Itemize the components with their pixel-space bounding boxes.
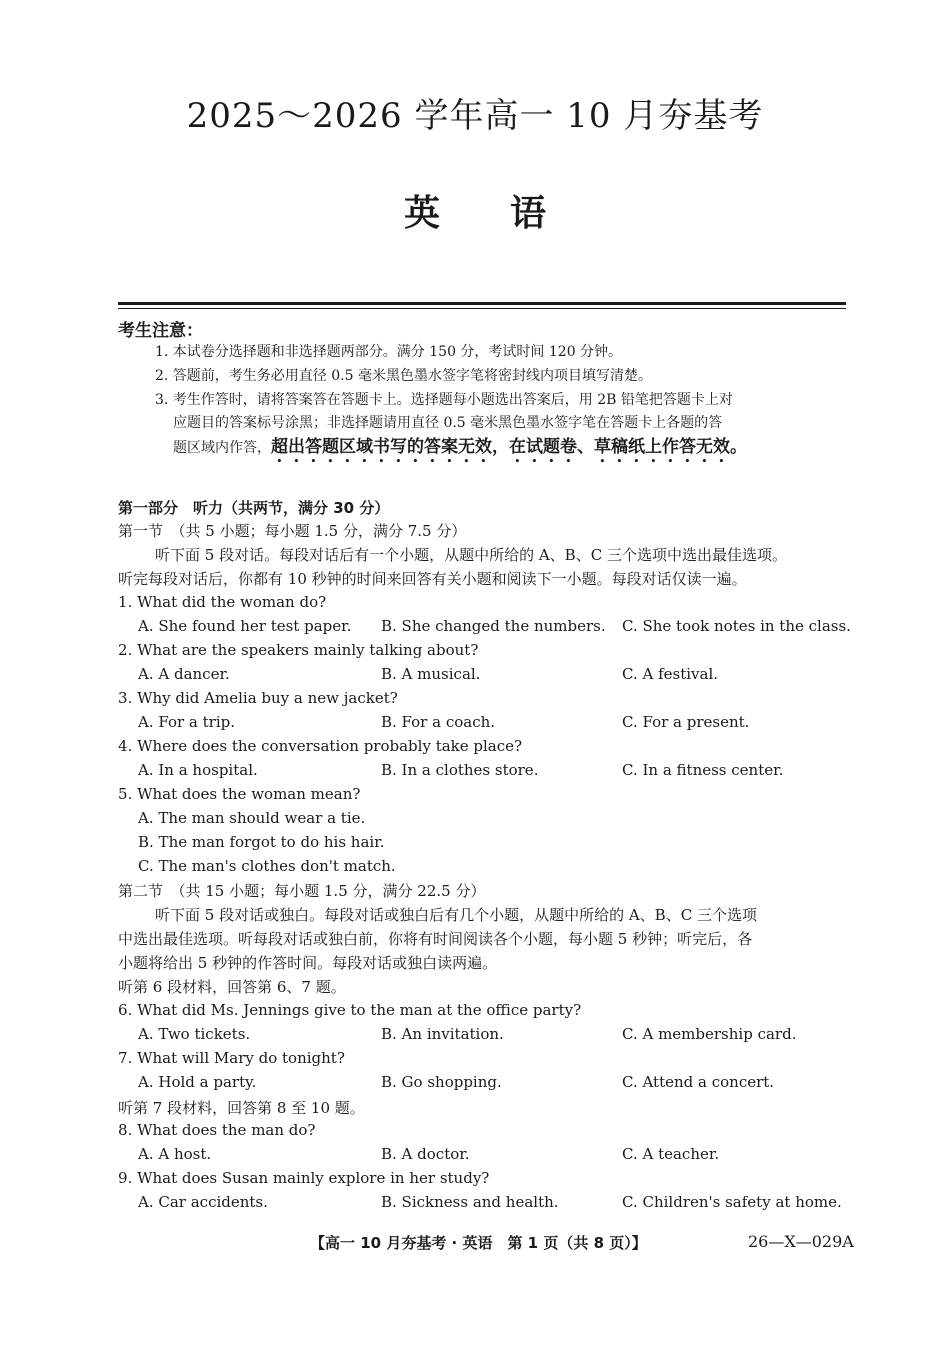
q4-option-b: B. In a clothes store. bbox=[381, 761, 539, 779]
q5-option-c: C. The man's clothes don't match. bbox=[138, 857, 396, 875]
q5-option-a: A. The man should wear a tie. bbox=[138, 809, 366, 827]
question-7: 7. What will Mary do tonight? bbox=[118, 1049, 345, 1067]
q6-option-b: B. An invitation. bbox=[381, 1025, 504, 1043]
header-rule-thick bbox=[118, 302, 846, 305]
q8-option-c: C. A teacher. bbox=[622, 1145, 720, 1163]
notice-item-3-line-3 bbox=[173, 436, 873, 467]
notice-item-3-text: 题区域内作答， bbox=[173, 440, 271, 456]
page-footer: 【高一 10 月夯基考 · 英语 第 1 页（共 8 页）】 bbox=[310, 1234, 647, 1252]
notice-item-3-line-1: 3. 考生作答时，请将答案答在答题卡上。选择题每小题选出答案后，用 2B 铅笔把答题卡上对 bbox=[155, 392, 733, 408]
material-6-prompt: 听第 6 段材料，回答第 6、7 题。 bbox=[118, 978, 346, 996]
q3-option-c: C. For a present. bbox=[622, 713, 750, 731]
q6-option-c: C. A membership card. bbox=[622, 1025, 797, 1043]
notice-emphasis: 超出答题区域书写的答案无效，在试题卷、草稿纸上作答无效。 bbox=[271, 437, 747, 457]
q4-option-a: A. In a hospital. bbox=[138, 761, 258, 779]
q1-option-b: B. She changed the numbers. bbox=[381, 617, 606, 635]
q1-option-c: C. She took notes in the class. bbox=[622, 617, 851, 635]
question-3: 3. Why did Amelia buy a new jacket? bbox=[118, 689, 398, 707]
section-2-heading: 第二节 （共 15 小题；每小题 1.5 分，满分 22.5 分） bbox=[118, 882, 486, 900]
section-2-instruction-1: 听下面 5 段对话或独白。每段对话或独白后有几个小题，从题中所给的 A、B、C 三个选项 bbox=[155, 906, 757, 924]
q9-option-c: C. Children's safety at home. bbox=[622, 1193, 842, 1211]
question-2: 2. What are the speakers mainly talking about? bbox=[118, 641, 479, 659]
q3-option-b: B. For a coach. bbox=[381, 713, 496, 731]
section-1-instruction-1: 听下面 5 段对话。每段对话后有一个小题，从题中所给的 A、B、C 三个选项中选出最佳选项。 bbox=[155, 546, 787, 564]
q9-option-a: A. Car accidents. bbox=[138, 1193, 268, 1211]
q1-option-a: A. She found her test paper. bbox=[138, 617, 352, 635]
subject-title: 英语 bbox=[403, 192, 616, 234]
header-rule-thin bbox=[118, 308, 846, 309]
q9-option-b: B. Sickness and health. bbox=[381, 1193, 559, 1211]
exam-title: 2025～2026 学年高一 10 月夯基考 bbox=[186, 96, 764, 136]
notice-item-2: 2. 答题前，考生务必用直径 0.5 毫米黑色墨水签字笔将密封线内项目填写清楚。 bbox=[155, 368, 652, 384]
q5-option-b: B. The man forgot to do his hair. bbox=[138, 833, 385, 851]
section-2-instruction-3: 小题将给出 5 秒钟的作答时间。每段对话或独白读两遍。 bbox=[118, 954, 498, 972]
question-9: 9. What does Susan mainly explore in her study? bbox=[118, 1169, 490, 1187]
q2-option-b: B. A musical. bbox=[381, 665, 481, 683]
section-1-heading: 第一节 （共 5 小题；每小题 1.5 分，满分 7.5 分） bbox=[118, 522, 467, 540]
notice-item-1: 1. 本试卷分选择题和非选择题两部分。满分 150 分，考试时间 120 分钟。 bbox=[155, 344, 623, 360]
q3-option-a: A. For a trip. bbox=[138, 713, 236, 731]
q2-option-c: C. A festival. bbox=[622, 665, 719, 683]
q2-option-a: A. A dancer. bbox=[138, 665, 230, 683]
q8-option-a: A. A host. bbox=[138, 1145, 212, 1163]
notice-heading: 考生注意： bbox=[118, 321, 203, 341]
q6-option-a: A. Two tickets. bbox=[138, 1025, 251, 1043]
part-1-heading: 第一部分 听力（共两节，满分 30 分） bbox=[118, 499, 390, 517]
q7-option-a: A. Hold a party. bbox=[138, 1073, 257, 1091]
section-1-instruction-2: 听完每段对话后，你都有 10 秒钟的时间来回答有关小题和阅读下一小题。每段对话仅读一遍。 bbox=[118, 570, 747, 588]
q8-option-b: B. A doctor. bbox=[381, 1145, 470, 1163]
material-7-prompt: 听第 7 段材料，回答第 8 至 10 题。 bbox=[118, 1099, 365, 1117]
q7-option-c: C. Attend a concert. bbox=[622, 1073, 775, 1091]
question-4: 4. Where does the conversation probably take place? bbox=[118, 737, 523, 755]
question-8: 8. What does the man do? bbox=[118, 1121, 316, 1139]
notice-item-3-line-2: 应题目的答案标号涂黑；非选择题请用直径 0.5 毫米黑色墨水签字笔在答题卡上各题的答 bbox=[173, 415, 723, 431]
q7-option-b: B. Go shopping. bbox=[381, 1073, 502, 1091]
question-6: 6. What did Ms. Jennings give to the man at the office party? bbox=[118, 1001, 582, 1019]
question-5: 5. What does the woman mean? bbox=[118, 785, 361, 803]
question-1: 1. What did the woman do? bbox=[118, 593, 327, 611]
q4-option-c: C. In a fitness center. bbox=[622, 761, 784, 779]
paper-code: 26—X—029A bbox=[748, 1232, 854, 1251]
section-2-instruction-2: 中选出最佳选项。听每段对话或独白前，你将有时间阅读各个小题，每小题 5 秒钟；听完后，各 bbox=[118, 930, 753, 948]
